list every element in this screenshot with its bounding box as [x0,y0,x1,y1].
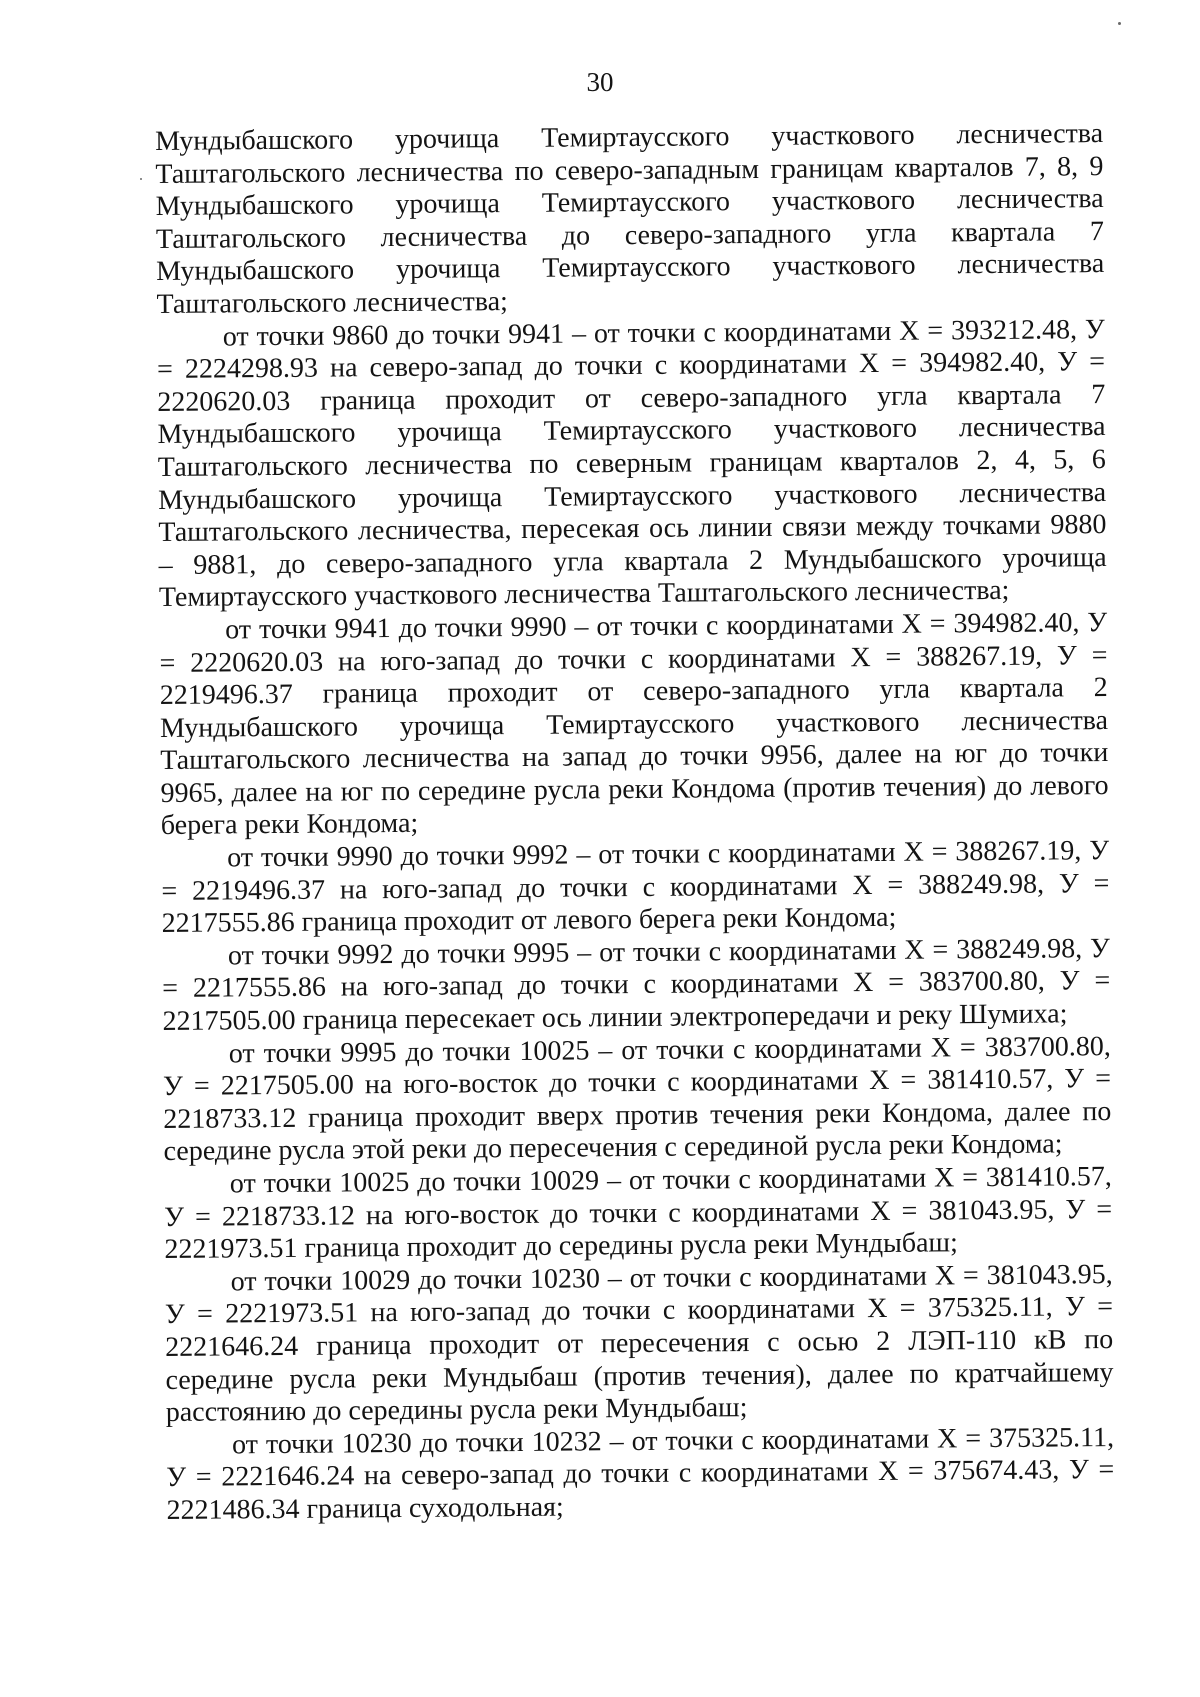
paragraph-9992-9995: от точки 9992 до точки 9995 – от точки с координатами Х = 388249.98, У = 2217555.86 на юго-запад до точки с координатами Х = 383700.80, У = 2217505.00 граница пересекает ось линии электропередачи и реку Шумиха; [162,932,1111,1037]
document-body [155,118,1115,1527]
paragraph-continuation: Мундыбашского урочища Темиртаусского участкового лесничества Таштагольского лесничества по северо-западным границам кварталов 7, 8, 9 Мундыбашского урочища Темиртаусского участкового лесничества Таштагольского лесничества до северо-западного угла квартала 7 Мундыбашского урочища Темиртаусского участкового лесничества Таштагольского лесничества; [155,118,1105,320]
paragraph-10025-10029: от точки 10025 до точки 10029 – от точки с координатами Х = 381410.57, У = 2218733.12 на юго-восток до точки с координатами Х = 381043.95, У = 2221973.51 граница проходит до середины русла реки Мундыбаш; [164,1161,1113,1266]
page-number: 30 [586,67,614,97]
paragraph-9860-9941: от точки 9860 до точки 9941 – от точки с координатами Х = 393212.48, У = 2224298.93 на северо-запад до точки с координатами Х = 394982.40, У = 2220620.03 граница проходит от северо-западного угла квартала 7 Мундыбашского урочища Темиртаусского участкового лесничества Таштагольского лесничества по северным границам кварталов 2, 4, 5, 6 Мундыбашского урочища Темиртаусского участкового лесничества Таштагольского лесничества, пересекая ось линии связи между точками 9880 – 9881, до северо-западного угла квартала 2 Мундыбашского урочища Темиртаусского участкового лесничества Таштагольского лесничества; [156,313,1107,614]
paragraph-10029-10230: от точки 10029 до точки 10230 – от точки с координатами Х = 381043.95, У = 2221973.51 на юго-запад до точки с координатами Х = 375325.11, У = 2221646.24 граница проходит от пересечения с осью 2 ЛЭП-110 кВ по середине русла реки Мундыбаш (против течения), далее по кратчайшему расстоянию до середины русла реки Мундыбаш; [164,1258,1114,1429]
paragraph-10230-10232: от точки 10230 до точки 10232 – от точки с координатами Х = 375325.11, У = 2221646.24 на северо-запад до точки с координатами Х = 375674.43, У = 2221486.34 граница суходольная; [166,1421,1115,1526]
scan-speck [140,178,142,180]
paragraph-9941-9990: от точки 9941 до точки 9990 – от точки с координатами Х = 394982.40, У = 2220620.03 на юго-запад до точки с координатами Х = 388267.19, У = 2219496.37 граница проходит от северо-западного угла квартала 2 Мундыбашского урочища Темиртаусского участкового лесничества Таштагольского лесничества на запад до точки 9956, далее на юг до точки 9965, далее на юг по середине русла реки Кондома (против течения) до левого берега реки Кондома; [159,606,1109,842]
paragraph-9990-9992: от точки 9990 до точки 9992 – от точки с координатами Х = 388267.19, У = 2219496.37 на юго-запад до точки с координатами Х = 388249.98, У = 2217555.86 граница проходит от левого берега реки Кондома; [161,835,1110,940]
paragraph-9995-10025: от точки 9995 до точки 10025 – от точки с координатами Х = 383700.80, У = 2217505.00 на юго-восток до точки с координатами Х = 381410.57, У = 2218733.12 граница проходит вверх против течения реки Кондома, далее по середине русла этой реки до пересечения с серединой русла реки Кондома; [162,1030,1112,1168]
scan-speck [1118,22,1121,25]
